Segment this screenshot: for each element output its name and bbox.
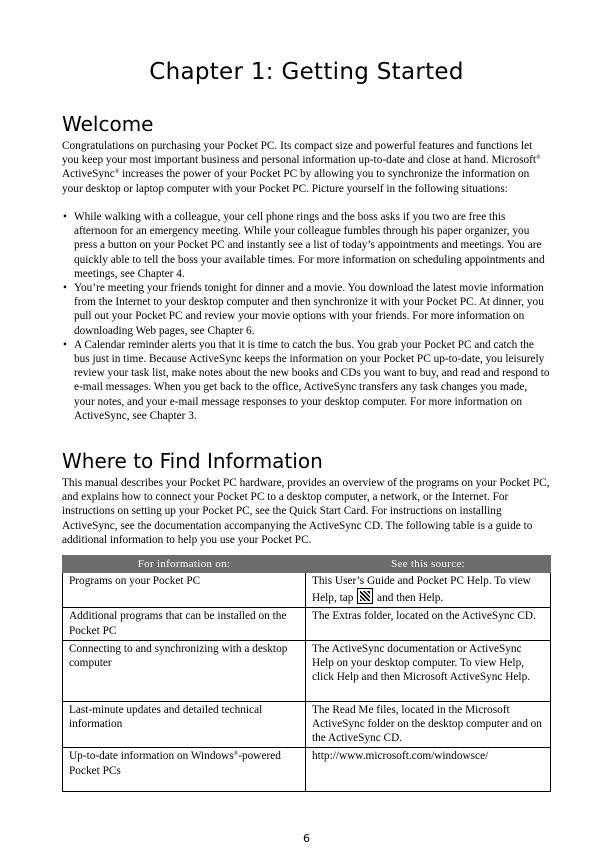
bullet-icon: • [63, 282, 67, 295]
source-cell: http://www.microsoft.com/windowsce/ [306, 748, 551, 792]
table-row [63, 573, 551, 608]
registered-mark: ® [114, 169, 120, 176]
topic-text: -powered Pocket PCs [69, 750, 281, 777]
bullet-icon: • [63, 211, 67, 223]
list-item-text: You’re meeting your friends tonight for dinner and a movie. You download the latest movie information from the Internet to your desktop computer and then synchronize it with your Pocket PC. At dinner, you pull out your Pocket PC and review your movie options with your friends. For more information on downloading Web pages, see Chapter 6. [74, 282, 544, 337]
list-item [62, 338, 550, 423]
registered-mark: ® [536, 155, 541, 162]
welcome-intro-text-2: ActiveSync [62, 168, 115, 181]
table-row [63, 748, 551, 792]
welcome-intro-text-1: Congratulations on purchasing your Pocket PC. Its compact size and powerful features and functions let you keep your most important business and personal information up-to-date and close at hand. Microsoft [62, 140, 537, 167]
source-cell: The Read Me files, located in the Microsoft ActiveSync folder on the desktop computer and on the ActiveSync CD. [306, 701, 551, 748]
bullet-icon: • [63, 338, 67, 351]
list-item-text: While walking with a colleague, your cell phone rings and the boss asks if you two are free this afternoon for an emergency meeting. While your colleague fumbles through his paper organizer, you press a button on your Pocket PC and instantly see a list of today’s appointments and meetings. You are quickly able to tell the boss your available times. For more information on scheduling appointments and meetings, see Chapter 4. [74, 211, 545, 280]
welcome-heading: Welcome [62, 112, 154, 136]
welcome-intro [62, 139, 550, 196]
table-row [63, 608, 551, 640]
chapter-title: Chapter 1: Getting Started [149, 59, 464, 85]
table-row [63, 701, 551, 748]
table-row [63, 640, 551, 701]
column-header-source: See this source: [306, 556, 551, 573]
list-item [62, 281, 550, 338]
source-cell: The Extras folder, located on the ActiveSync CD. [306, 608, 551, 640]
list-item-text: A Calendar reminder alerts you that it is time to catch the bus. You grab your Pocket PC and catch the bus just in time. Because ActiveSync keeps the information on your Pocket PC up-to-date, you leisurely review your task list, make notes about the new books and CDs you want to buy, and read and respond to e-mail messages. When you get back to the office, ActiveSync transfers any task changes you made, your notes, and your e-mail message responses to your desktop computer. For more information on ActiveSync, see Chapter 3. [74, 338, 550, 422]
topic-text: Up-to-date information on Windows [69, 750, 234, 763]
welcome-intro-text-3: increases the power of your Pocket PC by allowing you to synchronize the information on your desktop or laptop computer with your Pocket PC. Picture yourself in the following situations: [62, 168, 530, 195]
source-cell: The ActiveSync documentation or ActiveSync Help on your desktop computer. To view Help, click Help and then Microsoft ActiveSync Help. [306, 640, 551, 701]
page-number: 6 [303, 832, 310, 845]
registered-mark: ® [233, 751, 239, 758]
source-text: This User’s Guide and Pocket PC Help. To view Help, tap [312, 575, 531, 605]
start-menu-icon [357, 588, 373, 604]
where-intro: This manual describes your Pocket PC hardware, provides an overview of the programs on your Pocket PC, and explains how to connect your Pocket PC to a desktop computer, a network, or the Internet. For instructions on setting up your Pocket PC, see the Quick Start Card. For instructions on installing ActiveSync, see the documentation accompanying the ActiveSync CD. The following table is a guide to additional information to help you use your Pocket PC. [62, 477, 550, 546]
situations-list [62, 210, 550, 423]
topic-cell [63, 748, 306, 792]
list-item [62, 210, 550, 281]
table-header-row [63, 556, 551, 573]
topic-cell: Last-minute updates and detailed technical information [63, 701, 306, 748]
source-cell [306, 573, 551, 608]
source-text: and then Help. [374, 592, 444, 605]
column-header-topic: For information on: [63, 556, 306, 573]
topic-cell: Additional programs that can be installed on the Pocket PC [63, 608, 306, 640]
topic-cell: Connecting to and synchronizing with a desktop computer [63, 640, 306, 701]
info-table [62, 555, 551, 792]
where-heading: Where to Find Information [62, 449, 323, 473]
topic-cell: Programs on your Pocket PC [63, 573, 306, 608]
